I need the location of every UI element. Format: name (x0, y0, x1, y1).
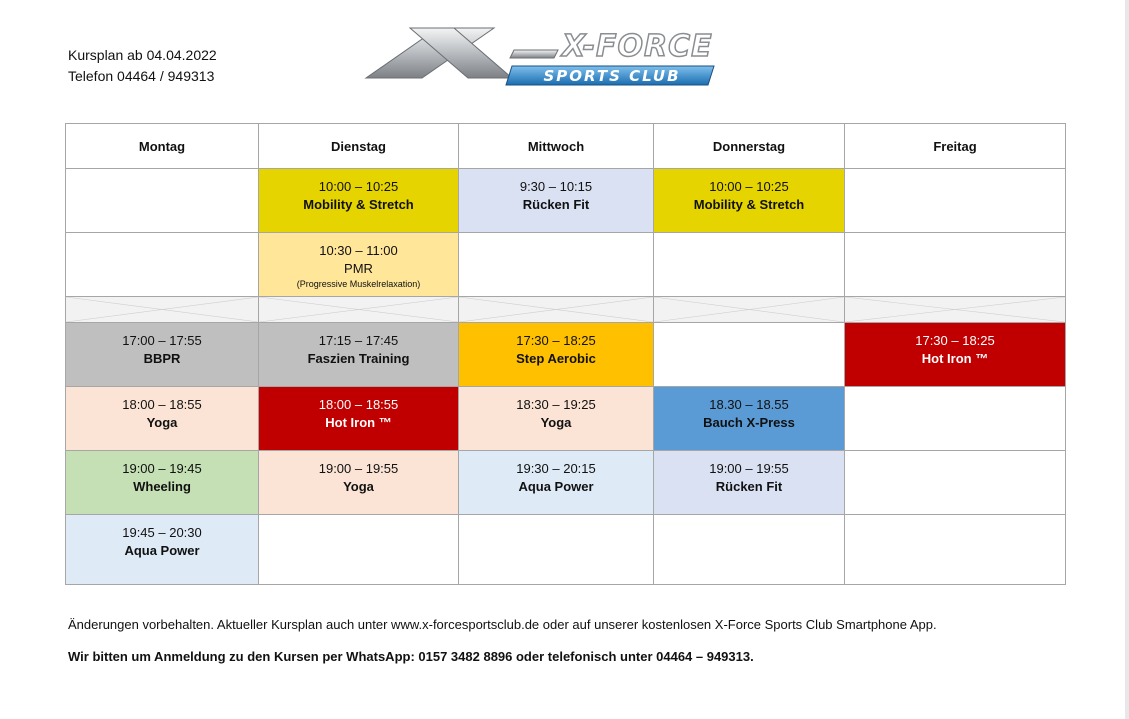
course-time: 9:30 – 10:15 (519, 179, 593, 194)
course-cell (459, 387, 654, 451)
day-header-freitag: Freitag (845, 124, 1066, 169)
course-name: Rücken Fit (522, 197, 590, 212)
empty-cell (845, 515, 1066, 585)
empty-cell (845, 387, 1066, 451)
course-cell (66, 387, 259, 451)
table-row (66, 387, 1066, 451)
table-row (66, 515, 1066, 585)
course-time: 10:30 – 11:00 (319, 243, 398, 258)
empty-cell (845, 169, 1066, 233)
separator-cell (259, 297, 459, 323)
course-name: BBPR (143, 351, 181, 366)
course-schedule-table (65, 123, 1066, 585)
phone-number: Telefon 04464 / 949313 (68, 68, 215, 84)
course-name: Yoga (146, 415, 178, 430)
course-time: 17:30 – 18:25 (516, 333, 596, 348)
logo-dash (510, 50, 558, 58)
course-time: 19:00 – 19:45 (122, 461, 202, 476)
course-time: 10:00 – 10:25 (318, 179, 399, 194)
empty-cell (66, 233, 259, 297)
course-time: 19:00 – 19:55 (709, 461, 789, 476)
empty-cell (66, 169, 259, 233)
course-cell (654, 451, 845, 515)
day-header-dienstag: Dienstag (259, 124, 459, 169)
course-time: 19:30 – 20:15 (516, 461, 596, 476)
separator-cell (459, 297, 654, 323)
course-time: 18:00 – 18:55 (122, 397, 202, 412)
course-cell (259, 233, 459, 297)
empty-cell (654, 515, 845, 585)
course-time: 18:30 – 19:25 (516, 397, 596, 412)
footer-registration: Wir bitten um Anmeldung zu den Kursen per WhatsApp: 0157 3482 8896 oder telefonisch unter 04464 – 949313. (68, 649, 754, 664)
course-cell (654, 169, 845, 233)
plan-date: Kursplan ab 04.04.2022 (68, 47, 217, 63)
course-time: 17:15 – 17:45 (318, 333, 399, 348)
course-time: 19:45 – 20:30 (122, 525, 202, 540)
course-name: Rücken Fit (715, 479, 783, 494)
course-time: 18:00 – 18:55 (318, 397, 399, 412)
logo-wordmark: X-FORCE (562, 29, 713, 64)
empty-cell (459, 515, 654, 585)
empty-cell (259, 515, 459, 585)
separator-cell (654, 297, 845, 323)
course-time: 17:30 – 18:25 (915, 333, 995, 348)
empty-cell (845, 451, 1066, 515)
course-name: Step Aerobic (516, 351, 596, 366)
course-name: Bauch X-Press (703, 415, 795, 430)
course-name: Mobility & Stretch (303, 197, 414, 212)
course-cell (259, 169, 459, 233)
course-name: Aqua Power (518, 479, 594, 494)
course-name: Yoga (540, 415, 572, 430)
course-name: Wheeling (133, 479, 191, 494)
table-row (66, 451, 1066, 515)
course-name: Hot Iron ™ (921, 351, 989, 366)
table-row (66, 169, 1066, 233)
table-row (66, 323, 1066, 387)
course-cell (845, 323, 1066, 387)
separator-cell (66, 297, 259, 323)
course-cell (459, 169, 654, 233)
course-cell (459, 451, 654, 515)
empty-cell (459, 233, 654, 297)
course-time: 17:00 – 17:55 (122, 333, 202, 348)
course-name: Yoga (343, 479, 374, 494)
course-time: 19:00 – 19:55 (318, 461, 399, 476)
course-cell (259, 387, 459, 451)
empty-cell (654, 323, 845, 387)
xforce-logo (362, 22, 732, 92)
x-mark-icon (366, 28, 512, 78)
table-header-row (66, 124, 1066, 169)
course-cell (459, 323, 654, 387)
header-info (68, 45, 217, 87)
day-header-mittwoch: Mittwoch (459, 124, 654, 169)
course-cell (259, 323, 459, 387)
day-header-montag: Montag (66, 124, 259, 169)
course-subtitle: (Progressive Muskelrelaxation) (296, 279, 421, 289)
course-time: 18.30 – 18.55 (709, 397, 789, 412)
empty-cell (654, 233, 845, 297)
course-name: Faszien Training (307, 351, 410, 366)
empty-cell (845, 233, 1066, 297)
logo-tagline: SPORTS CLUB (543, 67, 681, 85)
course-name: PMR (344, 261, 373, 276)
course-cell (66, 451, 259, 515)
course-name: Mobility & Stretch (693, 197, 805, 212)
midday-separator-row (66, 297, 1066, 323)
page-edge-shadow (1125, 0, 1129, 719)
course-cell (66, 515, 259, 585)
separator-cell (845, 297, 1066, 323)
course-name: Aqua Power (124, 543, 200, 558)
footer-notice: Änderungen vorbehalten. Aktueller Kursplan auch unter www.x-forcesportsclub.de oder auf unserer kostenlosen X-Force Sports Club Smartphone App. (68, 617, 937, 632)
course-name: Hot Iron ™ (325, 415, 392, 430)
course-cell (66, 323, 259, 387)
course-cell (259, 451, 459, 515)
course-time: 10:00 – 10:25 (709, 179, 789, 194)
course-cell (654, 387, 845, 451)
day-header-donnerstag: Donnerstag (654, 124, 845, 169)
table-row (66, 233, 1066, 297)
